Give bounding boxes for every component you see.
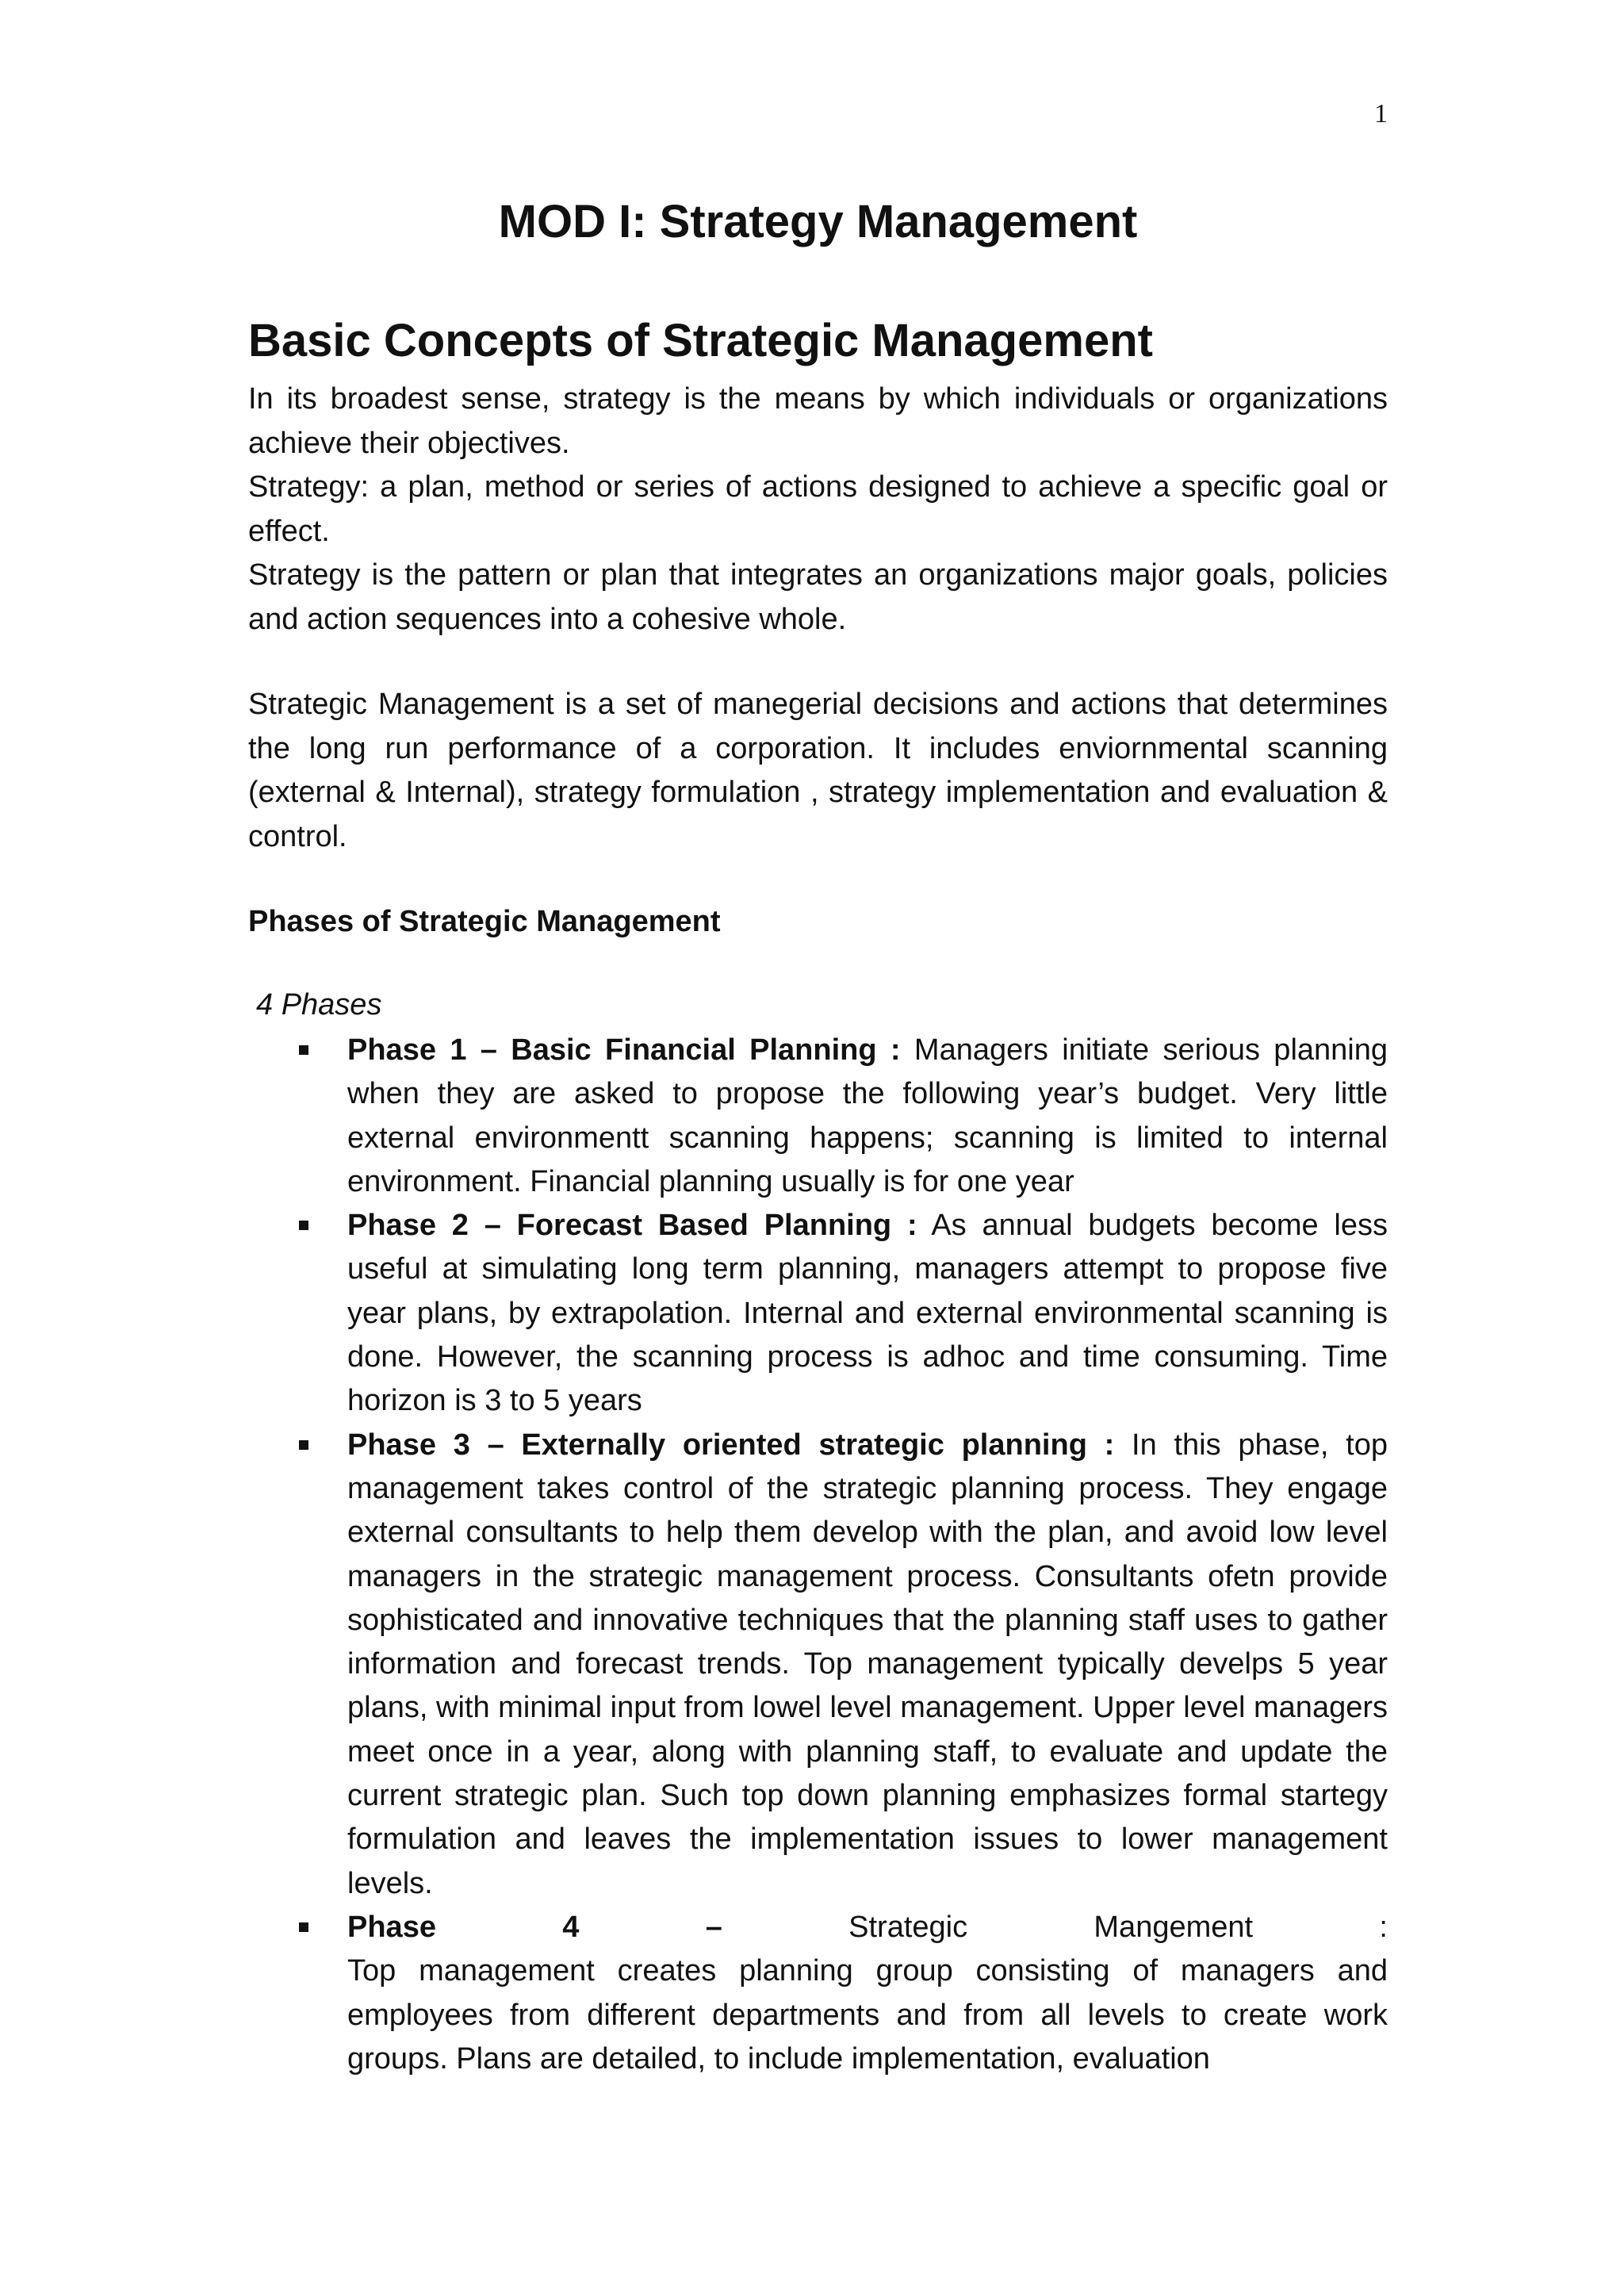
list-item xyxy=(248,1906,1388,2081)
intro-paragraph-3: Strategy is the pattern or plan that integrates an organizations major goals, policies and action sequences into a cohesive whole. xyxy=(248,558,1388,636)
square-bullet-icon xyxy=(299,1045,308,1055)
phases-heading: Phases of Strategic Management xyxy=(248,905,721,938)
phase-1-title: Phase 1 – Basic Financial Planning : xyxy=(347,1033,901,1067)
phase-1-text: Managers initiate serious planning when they are asked to propose the following year’s budget. Very little external environmentt scanning happens; scanning is limited to internal environment. Financial planning usually is for one year xyxy=(347,1033,1388,1198)
phases-count-label: 4 Phases xyxy=(256,988,382,1022)
list-item xyxy=(248,1204,1388,1423)
phase-4-text: Top management creates planning group consisting of managers and employees from different departments and from all levels to create work groups. Plans are detailed, to include implementation, evaluation xyxy=(347,1954,1388,2076)
phase-list xyxy=(248,1029,1388,2081)
phase-3-text: In this phase, top management takes control of the strategic planning process. They engage external consultants to help them develop with the plan, and avoid low level managers in the strategic management process. Consultants ofetn provide sophisticated and innovative techniques that the planning staff uses to gather information and forecast trends. Top management typically develps 5 year plans, with minimal input from lowel level management. Upper level managers meet once in a year, along with planning staff, to evaluate and update the current strategic plan. Such top down planning emphasizes formal startegy formulation and leaves the implementation issues to lower management levels. xyxy=(347,1428,1388,1900)
list-item xyxy=(248,1029,1388,1204)
page-content xyxy=(248,190,1388,2081)
document-title: MOD I: Strategy Management xyxy=(498,196,1138,247)
intro-paragraph-2: Strategy: a plan, method or series of actions designed to achieve a specific goal or effect. xyxy=(248,470,1388,548)
square-bullet-icon xyxy=(299,1221,308,1230)
intro-paragraph-1: In its broadest sense, strategy is the means by which individuals or organizations achieve their objectives. xyxy=(248,382,1388,460)
intro-paragraphs xyxy=(248,378,1388,642)
list-item xyxy=(248,1424,1388,1906)
phase-2-title: Phase 2 – Forecast Based Planning : xyxy=(347,1209,917,1243)
square-bullet-icon xyxy=(299,1440,308,1450)
page-number: 1 xyxy=(1374,99,1388,128)
section-heading: Basic Concepts of Strategic Management xyxy=(248,315,1153,366)
phase-3-title: Phase 3 – Externally oriented strategic planning : xyxy=(347,1428,1115,1462)
phase-2-text: As annual budgets become less useful at simulating long term planning, managers attempt to propose five year plans, by extrapolation. Internal and external environmental scanning is done. However, the scanning process is adhoc and time consuming. Time horizon is 3 to 5 years xyxy=(347,1209,1388,1418)
definition-paragraph: Strategic Management is a set of manegerial decisions and actions that determines the long run performance of a corporation. It includes enviornmental scanning (external & Internal), strategy formulation , strategy implementation and evaluation & control. xyxy=(248,688,1388,853)
square-bullet-icon xyxy=(299,1922,308,1932)
phase-4-title: Phase 4 – Strategic Mangement : xyxy=(347,1910,1388,1944)
